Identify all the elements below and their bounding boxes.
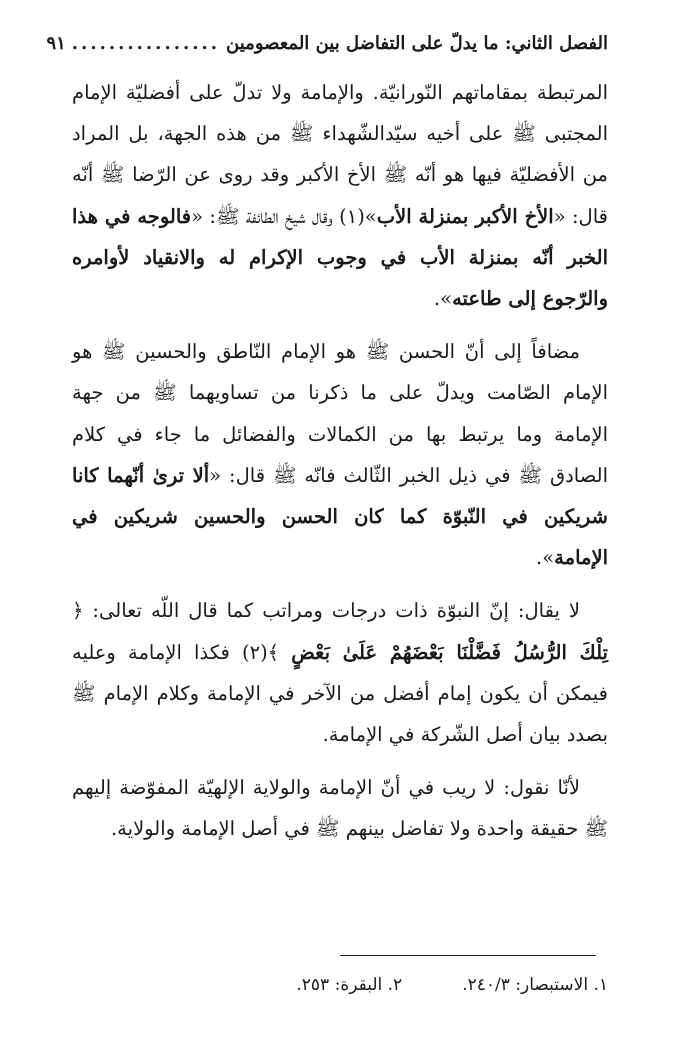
- hadith-quote: الأخ الأكبر بمنزلة الأب: [376, 204, 554, 228]
- shaykh-quote: فالوجه في هذا الخبر أنّه بمنزلة الأب في وجوب الإكرام له والانقياد لأوامره والرّجوع إلى طاعته: [72, 204, 608, 311]
- paragraph-4: لأنّا نقول: لا ريب في أنّ الإمامة والولاية الإلهيّة المفوّضة إليهم ﷺ حقيقة واحدة ولا تفاضل بينهم ﷺ في أصل الإمامة والولاية.: [72, 776, 608, 841]
- quran-verse: تِلْكَ الرُّسُلُ فَضَّلْنَا بَعْضَهُمْ عَلَىٰ بَعْضٍ: [291, 640, 608, 664]
- paragraph-2: [72, 331, 608, 578]
- footnote-2: ٢. البقرة: ٢٥٣.: [296, 975, 403, 995]
- footnote-1: ١. الاستبصار: ٢٤٠/٣.: [462, 975, 608, 995]
- running-header: [46, 26, 608, 60]
- paragraph-1-text: المرتبطة بمقاماتهم النّورانيّة. والإمامة ولا تدلّ على أفضليّة الإمام المجتبى ﷺ على أخيه سيّدالشّهداء ﷺ من هذه الجهة، بل المراد من الأفضليّة فيها هو أنّه ﷺ الأخ الأكبر وقد روى عن الرّضا ﷺ أنّه قال: «: [72, 81, 608, 228]
- paragraph-2-end: ».: [536, 546, 555, 570]
- main-text: [72, 72, 608, 850]
- paragraph-1-connector: »(١) وقال شيخ الطائفة ﷺ: «: [191, 204, 377, 228]
- paragraph-1-end: ».: [433, 287, 453, 311]
- chapter-title: الفصل الثاني: ما يدلّ على التفاضل بين المعصومين: [226, 32, 608, 54]
- sadiq-quote: ألا ترىٰ أنّهما كانا شريكين في النّبوّة كما كان الحسن والحسين شريكين في الإمامة: [72, 463, 608, 570]
- paragraph-3-text: لا يقال: إنّ النبوّة ذات درجات ومراتب كما قال اللّه تعالى: ﴿: [72, 599, 580, 623]
- paragraph-3: [72, 590, 608, 755]
- paragraph-3-end: ﴾(٢) فكذا الإمامة وعليه فيمكن أن يكون إمام أفضل من الآخر في الإمامة وكلام الإمام ﷺ بصدد بيان أصل الشّركة في الإمامة.: [72, 640, 608, 747]
- footnotes: [72, 975, 608, 995]
- paragraph-2-text: مضافاً إلى أنّ الحسن ﷺ هو الإمام النّاطق والحسين ﷺ هو الإمام الصّامت ويدلّ على ما ذكرنا من تساويهما ﷺ من جهة الإمامة وما يرتبط بها من الكمالات والفضائل ما جاء في كلام الصادق ﷺ في ذيل الخبر الثّالث فانّه ﷺ قال: «: [72, 340, 608, 487]
- page-number: ٩١: [46, 32, 66, 54]
- footnote-separator: [340, 955, 596, 956]
- dot-leader: ................: [71, 32, 221, 54]
- paragraph-1: [72, 72, 608, 319]
